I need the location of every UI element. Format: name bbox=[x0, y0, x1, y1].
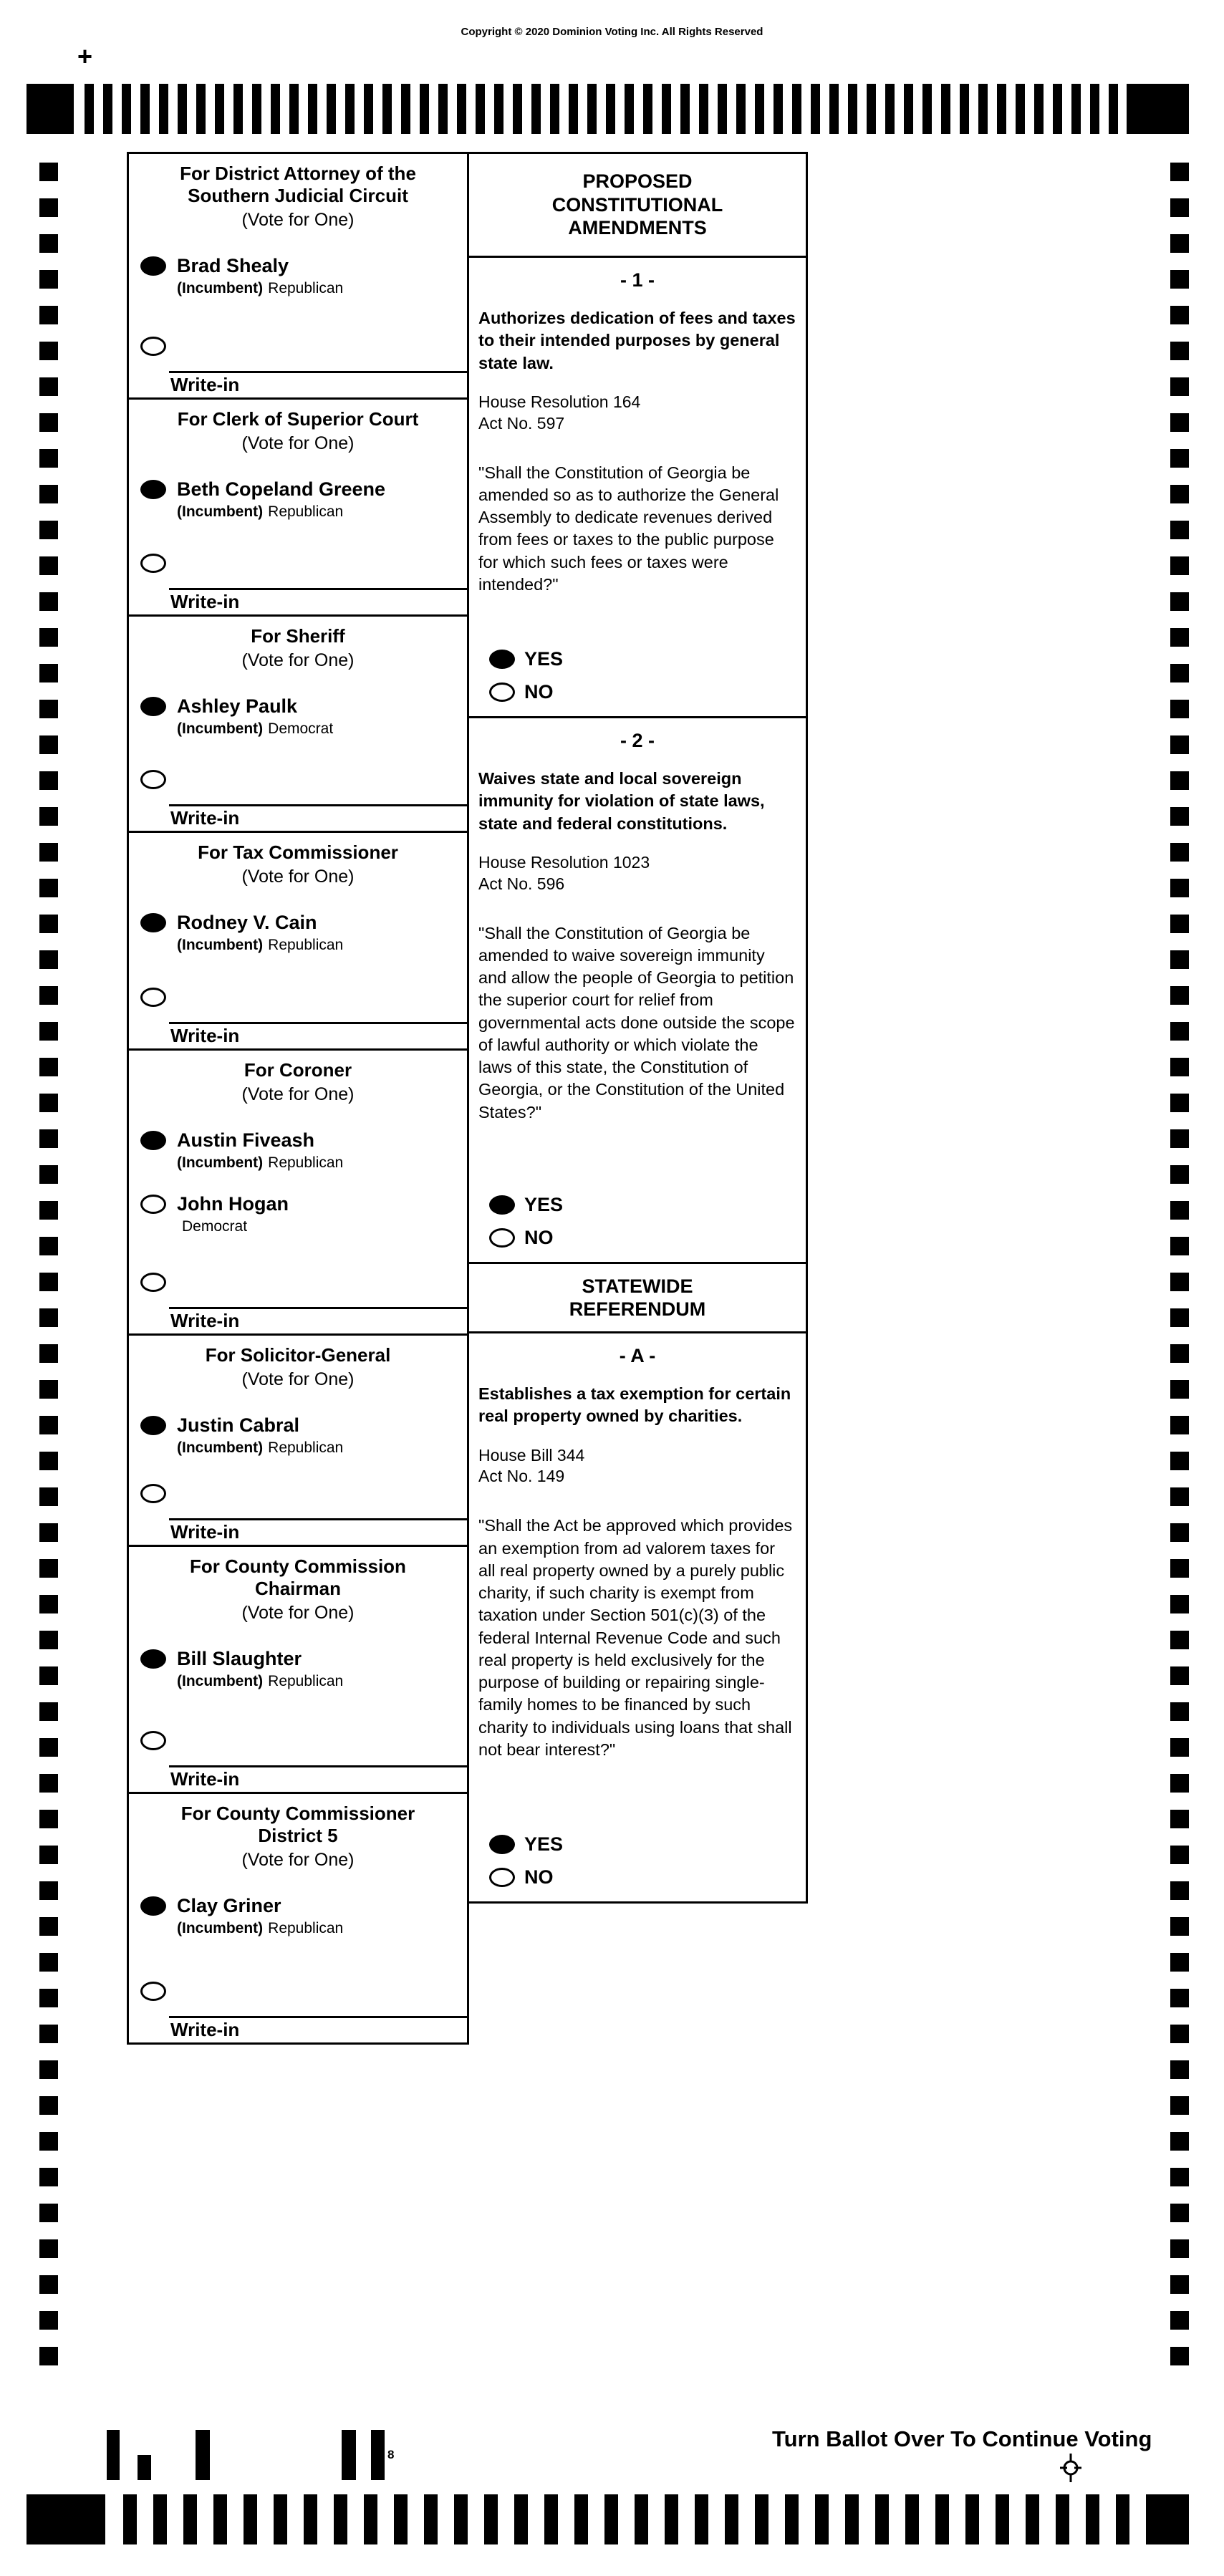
write-in-area[interactable] bbox=[129, 2016, 467, 2042]
incumbent-label: (Incumbent) bbox=[177, 720, 264, 738]
contest-coroner bbox=[127, 1048, 469, 1336]
act-number: Act No. 149 bbox=[478, 1467, 565, 1486]
section-header-text: STATEWIDE REFERENDUM bbox=[569, 1275, 706, 1320]
measure-summary: Establishes a tax exemption for certain real property owned by charities. bbox=[478, 1384, 791, 1426]
candidate-option bbox=[129, 1648, 467, 1690]
timing-block-icon bbox=[1127, 84, 1189, 134]
amendment-2 bbox=[467, 716, 808, 1264]
no-oval[interactable] bbox=[489, 682, 515, 702]
yes-option bbox=[489, 1833, 563, 1856]
contest-title: For Sheriff bbox=[251, 625, 345, 647]
candidate-option bbox=[129, 1895, 467, 1937]
stub-barcode-bar bbox=[138, 2455, 151, 2480]
measure-number: - A - bbox=[619, 1345, 656, 1366]
candidate-option bbox=[129, 912, 467, 954]
timing-marks-icon bbox=[85, 84, 1119, 134]
measure-question: "Shall the Act be approved which provides an exemption from ad valorem taxes for all real property owned by a purely public charity, if such charity is exempt from taxation under Section 501(c)(3) of the federal Internal Revenue Code and such real property is held exclusively for the purpose of building or repairing single-family homes to be financed by such charity to individuals using loans that shall not bear interest?" bbox=[478, 1516, 793, 1759]
contest-title: For District Attorney of the Southern Judicial Circuit bbox=[180, 163, 416, 207]
vote-for-instruction: (Vote for One) bbox=[241, 650, 355, 671]
candidate-name: Bill Slaughter bbox=[177, 1648, 302, 1670]
registration-plus-mark: + bbox=[77, 42, 93, 71]
write-in-area[interactable] bbox=[129, 588, 467, 614]
candidate-name: Clay Griner bbox=[177, 1895, 281, 1917]
incumbent-label: (Incumbent) bbox=[177, 1154, 264, 1172]
incumbent-label: (Incumbent) bbox=[177, 503, 264, 521]
ballot-body bbox=[127, 152, 808, 2045]
measure-summary: Waives state and local sovereign immunity for violation of state laws, state and federal constitutions. bbox=[478, 769, 765, 833]
candidate-party bbox=[177, 1673, 467, 1690]
write-in-label: Write-in bbox=[170, 2019, 240, 2040]
measure-question: "Shall the Constitution of Georgia be amended so as to authorize the General Assembly to dedicate revenues derived from fees or taxes to the public purpose for which such fees or taxes were intended?" bbox=[478, 463, 779, 594]
contest-tax-commissioner bbox=[127, 831, 469, 1051]
contest-title: For Tax Commissioner bbox=[198, 841, 398, 863]
candidate-party bbox=[177, 1439, 467, 1457]
candidate-option bbox=[129, 1414, 467, 1457]
write-in-area[interactable] bbox=[129, 1518, 467, 1545]
no-option bbox=[489, 1227, 563, 1249]
vote-for-instruction: (Vote for One) bbox=[241, 1084, 355, 1105]
yes-no-options bbox=[489, 648, 563, 709]
no-label: NO bbox=[524, 1227, 554, 1248]
write-in-label: Write-in bbox=[170, 591, 240, 612]
candidate-option bbox=[129, 1193, 467, 1235]
write-in-oval[interactable] bbox=[140, 337, 166, 356]
write-in-area[interactable] bbox=[129, 1307, 467, 1333]
stub-barcode-bar bbox=[196, 2430, 210, 2480]
stub-digit: 8 bbox=[387, 2448, 395, 2461]
contest-solicitor-general bbox=[127, 1333, 469, 1547]
yes-label: YES bbox=[524, 1194, 564, 1215]
amendment-1 bbox=[467, 256, 808, 718]
no-option bbox=[489, 1866, 563, 1888]
candidate-name: Brad Shealy bbox=[177, 255, 289, 277]
contest-title: For County Commissioner District 5 bbox=[180, 1803, 415, 1847]
no-oval[interactable] bbox=[489, 1228, 515, 1248]
party-label: Democrat bbox=[182, 1218, 248, 1235]
vote-for-instruction: (Vote for One) bbox=[241, 210, 355, 231]
write-in-label: Write-in bbox=[170, 1521, 240, 1543]
candidate-party bbox=[177, 1218, 467, 1235]
act-number: Act No. 597 bbox=[478, 413, 565, 433]
copyright-notice: Copyright © 2020 Dominion Voting Inc. All Rights Reserved bbox=[461, 26, 763, 38]
timing-block-icon bbox=[26, 84, 74, 134]
measure-reference bbox=[478, 1445, 796, 1488]
incumbent-label: (Incumbent) bbox=[177, 1439, 264, 1457]
candidate-name: Austin Fiveash bbox=[177, 1129, 315, 1152]
candidate-name: John Hogan bbox=[177, 1193, 289, 1215]
candidate-party bbox=[177, 1154, 467, 1172]
candidate-oval[interactable] bbox=[140, 697, 166, 716]
stub-barcode-bar bbox=[342, 2430, 356, 2480]
contest-county-commissioner-district-5 bbox=[127, 1792, 469, 2045]
timing-block-icon bbox=[26, 2494, 105, 2544]
measure-reference bbox=[478, 852, 796, 895]
candidate-oval[interactable] bbox=[140, 480, 166, 499]
candidate-oval[interactable] bbox=[140, 1649, 166, 1669]
bottom-timing-band bbox=[26, 2494, 1189, 2544]
candidate-oval[interactable] bbox=[140, 913, 166, 932]
crosshair-registration-icon bbox=[1059, 2452, 1083, 2487]
measure-summary: Authorizes dedication of fees and taxes to their intended purposes by general state law. bbox=[478, 309, 796, 372]
candidate-option bbox=[129, 478, 467, 521]
section-header-statewide-referendum bbox=[467, 1262, 808, 1333]
contest-sheriff bbox=[127, 614, 469, 833]
contest-district-attorney bbox=[127, 152, 469, 400]
candidate-party bbox=[177, 937, 467, 954]
measure-number: - 2 - bbox=[620, 730, 655, 751]
party-label: Democrat bbox=[268, 720, 334, 738]
write-in-oval[interactable] bbox=[140, 1484, 166, 1503]
candidate-party bbox=[177, 280, 467, 297]
candidate-oval[interactable] bbox=[140, 1195, 166, 1214]
act-number: Act No. 596 bbox=[478, 874, 565, 893]
candidate-option bbox=[129, 1129, 467, 1172]
contest-clerk-superior-court bbox=[127, 397, 469, 617]
party-label: Republican bbox=[268, 503, 344, 521]
measures-column bbox=[467, 152, 808, 1904]
write-in-oval[interactable] bbox=[140, 1982, 166, 2001]
left-timing-column bbox=[39, 163, 58, 2381]
turn-ballot-over-instruction: Turn Ballot Over To Continue Voting bbox=[772, 2426, 1152, 2451]
write-in-oval[interactable] bbox=[140, 988, 166, 1007]
write-in-label: Write-in bbox=[170, 807, 240, 829]
party-label: Republican bbox=[268, 1439, 344, 1457]
incumbent-label: (Incumbent) bbox=[177, 1673, 264, 1690]
stub-barcode-bar bbox=[371, 2430, 385, 2480]
yes-option bbox=[489, 1194, 563, 1216]
no-label: NO bbox=[524, 681, 554, 703]
section-header-text: PROPOSED CONSTITUTIONAL AMENDMENTS bbox=[551, 170, 723, 239]
write-in-area[interactable] bbox=[129, 1022, 467, 1048]
measure-number: - 1 - bbox=[620, 269, 655, 291]
contests-column bbox=[127, 152, 469, 2045]
write-in-label: Write-in bbox=[170, 1768, 240, 1790]
yes-no-options bbox=[489, 1833, 563, 1894]
house-resolution: House Resolution 164 bbox=[478, 392, 641, 411]
measure-question: "Shall the Constitution of Georgia be amended to waive sovereign immunity and allow the people of Georgia to petition the superior court for relief from governmental acts done outside the scope of lawful authority or which violate the laws of this state, the Constitution of Georgia, or the Constitution of the United States?" bbox=[478, 923, 795, 1121]
candidate-party bbox=[177, 503, 467, 521]
house-resolution: House Resolution 1023 bbox=[478, 852, 650, 872]
yes-oval[interactable] bbox=[489, 1195, 515, 1215]
incumbent-label: (Incumbent) bbox=[177, 937, 264, 954]
incumbent-label: (Incumbent) bbox=[177, 280, 264, 297]
yes-label: YES bbox=[524, 648, 564, 670]
incumbent-label: (Incumbent) bbox=[177, 1920, 264, 1937]
candidate-party bbox=[177, 1920, 467, 1937]
timing-marks-icon bbox=[123, 2494, 1139, 2544]
party-label: Republican bbox=[268, 1154, 344, 1172]
candidate-oval[interactable] bbox=[140, 256, 166, 276]
vote-for-instruction: (Vote for One) bbox=[241, 867, 355, 887]
write-in-oval[interactable] bbox=[140, 1273, 166, 1292]
yes-oval[interactable] bbox=[489, 650, 515, 669]
contest-title: For Solicitor-General bbox=[205, 1344, 391, 1366]
candidate-name: Ashley Paulk bbox=[177, 695, 298, 718]
yes-oval[interactable] bbox=[489, 1835, 515, 1854]
no-option bbox=[489, 681, 563, 703]
stub-barcode-bar bbox=[107, 2430, 120, 2480]
contest-title: For Coroner bbox=[244, 1059, 352, 1081]
no-oval[interactable] bbox=[489, 1868, 515, 1887]
write-in-label: Write-in bbox=[170, 1310, 240, 1331]
section-header-constitutional-amendments bbox=[467, 152, 808, 258]
candidate-oval[interactable] bbox=[140, 1416, 166, 1435]
candidate-option bbox=[129, 695, 467, 738]
candidate-party bbox=[177, 720, 467, 738]
referendum-a bbox=[467, 1331, 808, 1904]
contest-title: For County Commission Chairman bbox=[190, 1555, 406, 1600]
party-label: Republican bbox=[268, 937, 344, 954]
write-in-area[interactable] bbox=[129, 371, 467, 397]
house-bill: House Bill 344 bbox=[478, 1445, 585, 1465]
right-timing-column bbox=[1170, 163, 1189, 2381]
timing-block-icon bbox=[1146, 2494, 1189, 2544]
write-in-label: Write-in bbox=[170, 1025, 240, 1046]
write-in-area[interactable] bbox=[129, 1765, 467, 1792]
party-label: Republican bbox=[268, 1920, 344, 1937]
candidate-oval[interactable] bbox=[140, 1131, 166, 1150]
yes-option bbox=[489, 648, 563, 670]
candidate-option bbox=[129, 255, 467, 297]
yes-label: YES bbox=[524, 1833, 564, 1855]
vote-for-instruction: (Vote for One) bbox=[241, 1369, 355, 1390]
vote-for-instruction: (Vote for One) bbox=[241, 1603, 355, 1624]
contest-title: For Clerk of Superior Court bbox=[177, 408, 419, 430]
write-in-label: Write-in bbox=[170, 374, 240, 395]
candidate-name: Beth Copeland Greene bbox=[177, 478, 386, 501]
measure-reference bbox=[478, 392, 796, 435]
yes-no-options bbox=[489, 1194, 563, 1255]
party-label: Republican bbox=[268, 280, 344, 297]
write-in-oval[interactable] bbox=[140, 554, 166, 573]
write-in-oval[interactable] bbox=[140, 1731, 166, 1750]
write-in-area[interactable] bbox=[129, 804, 467, 831]
write-in-oval[interactable] bbox=[140, 770, 166, 789]
party-label: Republican bbox=[268, 1673, 344, 1690]
vote-for-instruction: (Vote for One) bbox=[241, 1850, 355, 1871]
vote-for-instruction: (Vote for One) bbox=[241, 433, 355, 454]
candidate-name: Justin Cabral bbox=[177, 1414, 300, 1437]
contest-county-commission-chairman bbox=[127, 1545, 469, 1794]
candidate-oval[interactable] bbox=[140, 1896, 166, 1916]
candidate-name: Rodney V. Cain bbox=[177, 912, 317, 934]
top-timing-band bbox=[26, 84, 1189, 134]
no-label: NO bbox=[524, 1866, 554, 1888]
